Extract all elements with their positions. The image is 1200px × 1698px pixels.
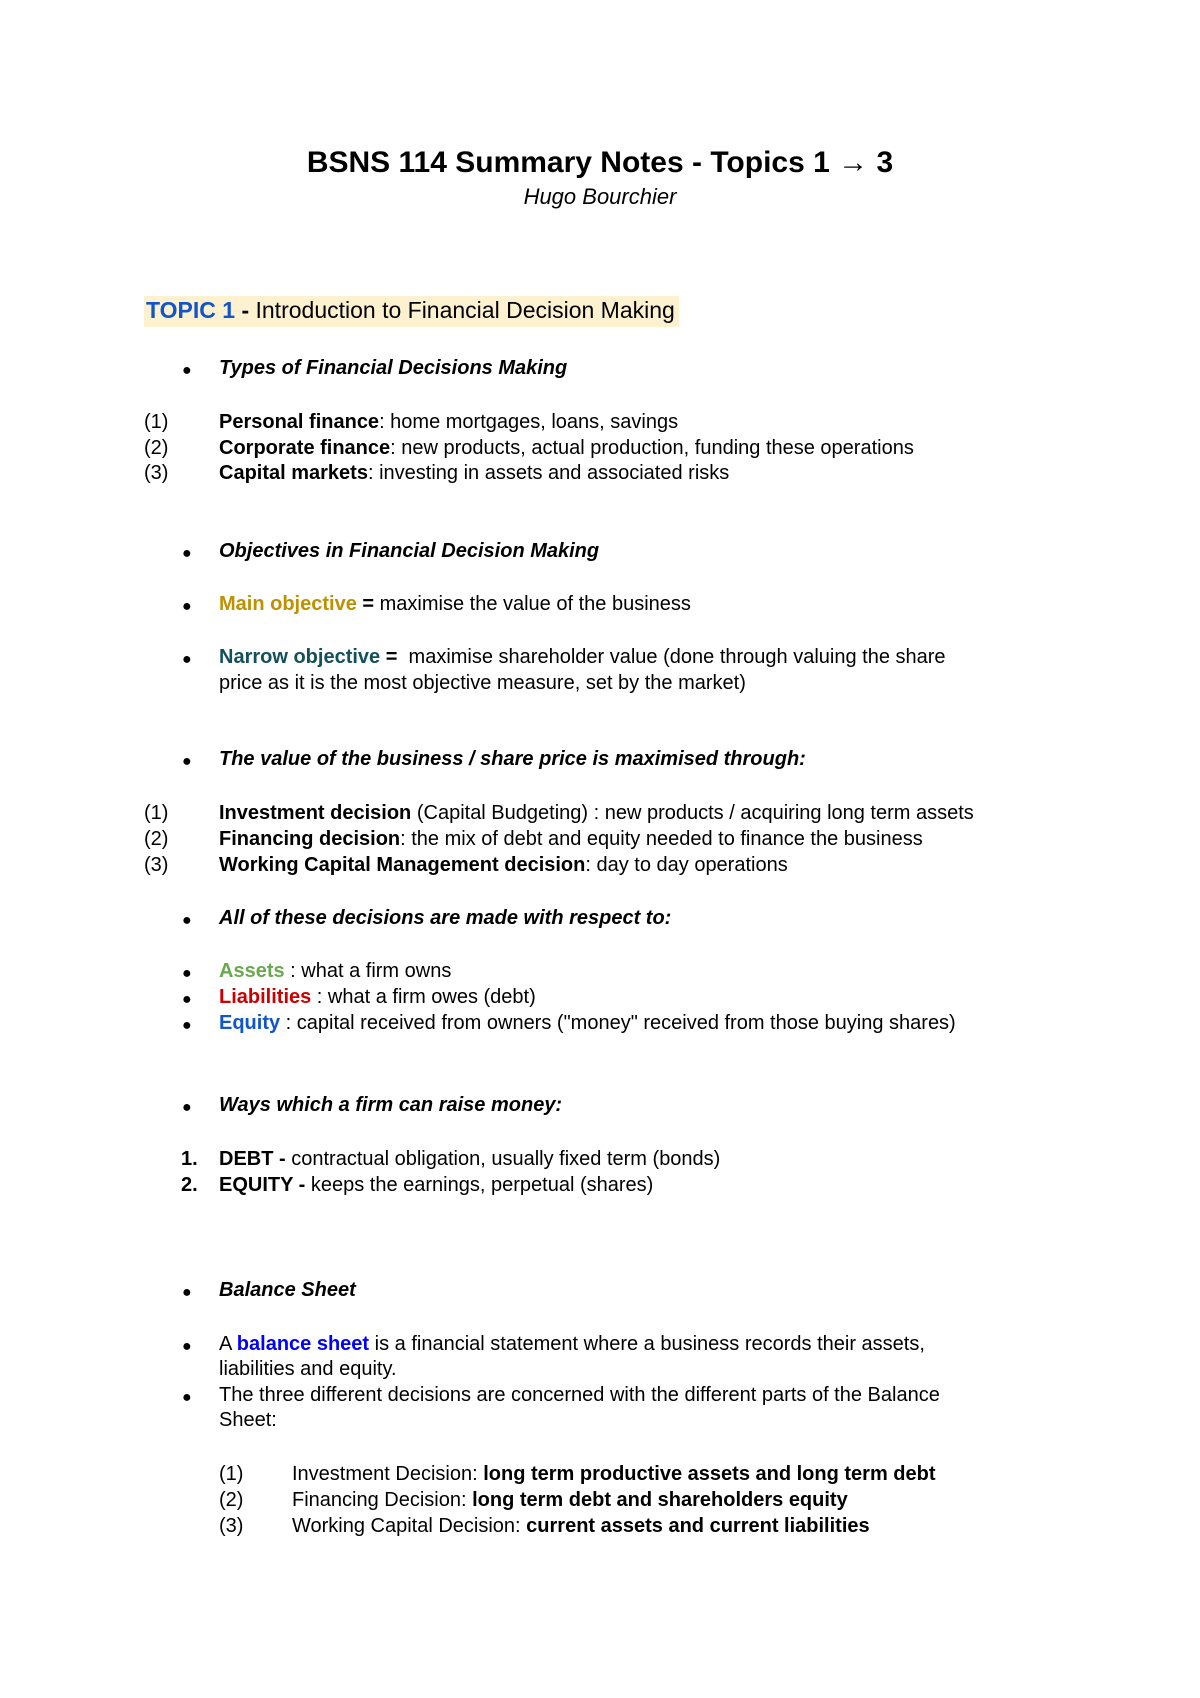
list-item [219, 410, 678, 434]
list-item [219, 461, 729, 485]
list-item: Working Capital Decision: current assets and current liabilities [292, 1515, 870, 1537]
list-term: Personal finance [219, 411, 380, 433]
bullet-icon: ● [182, 651, 192, 668]
list-number: (2) [219, 1489, 244, 1511]
list-number: 2. [181, 1174, 198, 1196]
bullet-icon: ● [182, 1099, 192, 1116]
narrow-objective: Narrow objective = maximise shareholder value (done through valuing the share [219, 646, 946, 668]
balance-sheet-term: balance sheet [236, 1333, 370, 1355]
list-item: DEBT - contractual obligation, usually fixed term (bonds) [219, 1148, 721, 1170]
list-item: Investment decision (Capital Budgeting) : new products / acquiring long term assets [219, 802, 974, 824]
list-number: (3) [219, 1515, 244, 1537]
main-objective: Main objective = maximise the value of the business [219, 593, 691, 615]
bullet-icon: ● [182, 1017, 192, 1034]
topic-dash: - [241, 297, 250, 323]
equity-term: Equity [219, 1012, 281, 1034]
section-heading-objectives: Objectives in Financial Decision Making [219, 540, 600, 562]
list-item: EQUITY - keeps the earnings, perpetual (shares) [219, 1174, 654, 1196]
list-item: Financing Decision: long term debt and shareholders equity [292, 1489, 848, 1511]
liabilities-item: Liabilities : what a firm owes (debt) [219, 986, 536, 1008]
topic-1-heading [144, 296, 679, 327]
bullet-icon: ● [182, 1389, 192, 1406]
bullet-icon: ● [182, 912, 192, 929]
balance-paragraph-1: A balance sheet is a financial statement where a business records their assets, [219, 1333, 925, 1355]
narrow-objective-term: Narrow objective [219, 646, 381, 668]
list-text: : new products, actual production, funding these operations [390, 437, 914, 459]
balance-paragraph-1-cont: liabilities and equity. [219, 1358, 397, 1380]
bullet-icon: ● [182, 965, 192, 982]
list-item: Working Capital Management decision: day to day operations [219, 854, 788, 876]
section-heading-respect: All of these decisions are made with respect to: [219, 907, 672, 929]
page-title: BSNS 114 Summary Notes - Topics 1 → 3 [306, 146, 894, 179]
bullet-icon: ● [182, 1284, 192, 1301]
equity-item: Equity : capital received from owners ("money" received from those buying shares) [219, 1012, 956, 1034]
assets-item: Assets : what a firm owns [219, 960, 452, 982]
list-text: : home mortgages, loans, savings [379, 411, 679, 433]
bullet-icon: ● [182, 598, 192, 615]
section-heading-raise: Ways which a firm can raise money: [219, 1094, 563, 1116]
list-number: (1) [144, 411, 169, 433]
assets-term: Assets [219, 960, 285, 982]
bullet-icon: ● [182, 753, 192, 770]
list-number: (1) [144, 802, 169, 824]
topic-title: Introduction to Financial Decision Making [255, 297, 675, 323]
list-item: Financing decision: the mix of debt and equity needed to finance the business [219, 828, 923, 850]
list-number: (3) [144, 854, 169, 876]
list-number: (1) [219, 1463, 244, 1485]
list-term: Capital markets [219, 462, 368, 484]
list-term: Corporate finance [219, 437, 391, 459]
topic-label: TOPIC 1 [146, 297, 236, 323]
bullet-icon: ● [182, 1338, 192, 1355]
list-number: (3) [144, 462, 169, 484]
list-number: 1. [181, 1148, 198, 1170]
list-number: (2) [144, 437, 169, 459]
list-number: (2) [144, 828, 169, 850]
main-objective-term: Main objective [219, 593, 357, 615]
balance-paragraph-2: The three different decisions are concerned with the different parts of the Balance [219, 1384, 940, 1406]
liabilities-term: Liabilities [219, 986, 312, 1008]
balance-paragraph-2-cont: Sheet: [219, 1409, 277, 1431]
section-heading-types: Types of Financial Decisions Making [219, 357, 568, 379]
bullet-icon: ● [182, 545, 192, 562]
list-text: : investing in assets and associated risks [367, 462, 730, 484]
list-item [219, 436, 914, 460]
author-name: Hugo Bourchier [523, 184, 677, 209]
bullet-icon: ● [182, 991, 192, 1008]
narrow-objective-cont: price as it is the most objective measure, set by the market) [219, 672, 746, 694]
section-heading-balance: Balance Sheet [219, 1279, 356, 1301]
bullet-icon: ● [182, 362, 192, 379]
section-heading-maximised: The value of the business / share price is maximised through: [219, 748, 806, 770]
list-item: Investment Decision: long term productive assets and long term debt [292, 1463, 936, 1485]
